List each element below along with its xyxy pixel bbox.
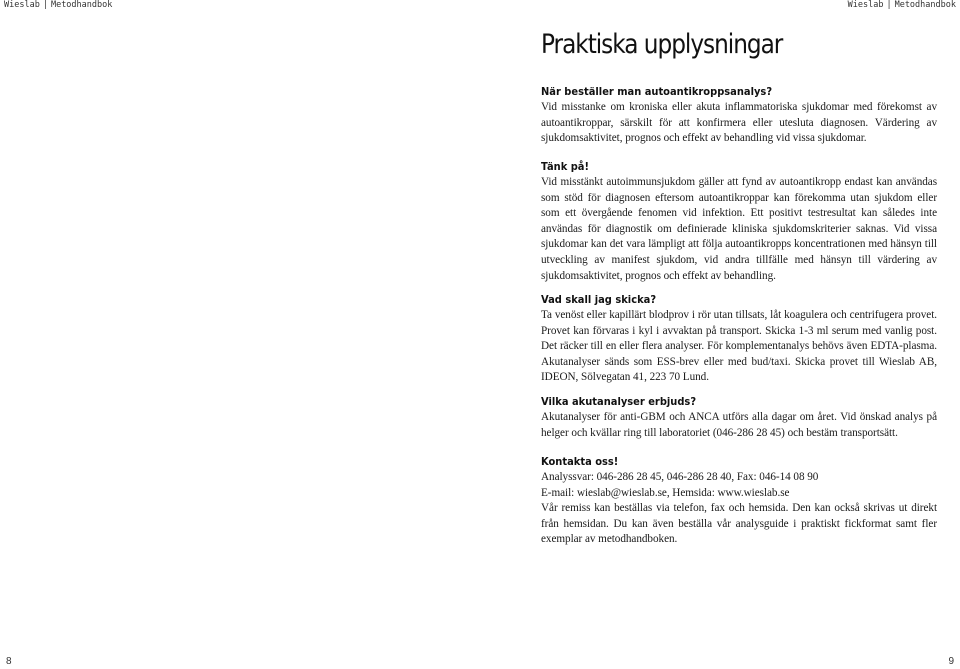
- section-think: [541, 159, 937, 284]
- contact-phone-line: Analyssvar: 046-286 28 45, 046-286 28 40, Fax: 046-14 08 90: [541, 471, 819, 483]
- section-heading: Tänk på!: [541, 160, 590, 173]
- section-heading: När beställer man autoantikroppsanalys?: [541, 85, 773, 98]
- header-org: Wieslab: [847, 0, 884, 10]
- section-heading: Vilka akutanalyser erbjuds?: [541, 395, 697, 408]
- section-send: [541, 292, 937, 386]
- section-urgent: [541, 394, 937, 441]
- section-text: Vår remiss kan beställas via telefon, fax och hemsida. Den kan också skrivas ut direkt från hemsidan. Du kan även beställa vår analysguide i praktiskt fickformat samt fler exemplar av metodhandboken.: [541, 502, 937, 546]
- section-when: [541, 84, 937, 147]
- header-org: Wieslab: [4, 0, 40, 10]
- page-number-right: 9: [948, 656, 954, 667]
- running-header-left: [4, 0, 112, 10]
- header-title: Metodhandbok: [894, 0, 956, 10]
- section-contact: [541, 454, 937, 548]
- section-text: Vid misstanke om kroniska eller akuta inflammatoriska sjukdomar med förekomst av autoantikroppar, särskilt för att konfirmera eller utesluta diagnosen. Värdering av sjukdomsaktivitet, prognos och effekt av behandling vid vissa sjukdomar.: [541, 101, 937, 145]
- header-title: Metodhandbok: [50, 0, 113, 10]
- section-heading: Kontakta oss!: [541, 455, 619, 468]
- running-header-right: [848, 0, 956, 10]
- section-text: Akutanalyser för anti-GBM och ANCA utförs alla dagar om året. Vid önskad analys på helger och kvällar ring till laboratoriet (046-286 28 45) och bestäm transportsätt.: [541, 411, 937, 439]
- section-heading: Vad skall jag skicka?: [541, 293, 657, 306]
- page-title: Praktiska upplysningar: [541, 29, 783, 60]
- section-text: Ta venöst eller kapillärt blodprov i rör utan tillsats, låt koagulera och centrifugera provet. Provet kan förvaras i kyl i avvaktan på transport. Skicka 1-3 ml serum med vanlig post. Det räcker till en eller flera analyser. För komplementanalys behövs även EDTA-plasma. Akutanalyser sänds som ESS-brev eller med bud/taxi. Skicka provet till Wieslab AB, IDEON, Sölvegatan 41, 223 70 Lund.: [541, 309, 937, 384]
- contact-email-line: E-mail: wieslab@wieslab.se, Hemsida: www.wieslab.se: [541, 486, 790, 499]
- header-separator: |: [886, 0, 892, 10]
- section-text: Vid misstänkt autoimmunsjukdom gäller att fynd av autoantikropp endast kan användas som stöd för diagnosen eftersom autoantikroppar kan förekomma utan sjukdom eller som ett övergående fenomen vid infektion. Ett positivt testresultat kan således inte användas för diagnostik om definierade kliniska sjukdomskriterier saknas. Vid vissa sjukdomar kan det vara lämpligt att följa autoantikropps koncentrationen med hänsyn till utveckling av manifest sjukdom, vid andra tillfälle med hänsyn till värdering av sjukdomsaktivitet, prognos och effekt av behandling.: [541, 176, 937, 282]
- header-separator: |: [42, 0, 48, 10]
- page-number-left: 8: [6, 656, 12, 667]
